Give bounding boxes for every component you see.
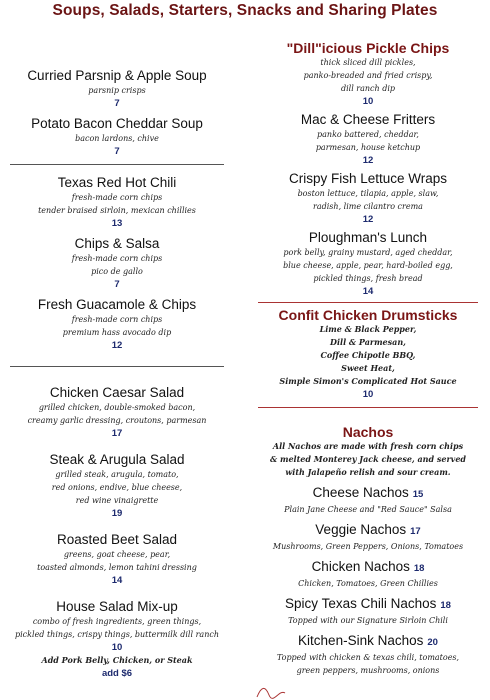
item-name: "Dill"icious Pickle Chips bbox=[286, 40, 450, 56]
item-price: 13 bbox=[111, 218, 123, 229]
item-description: Dill & Parmesan, bbox=[330, 337, 406, 347]
menu-item bbox=[252, 485, 484, 516]
left-column bbox=[4, 38, 230, 680]
section-divider bbox=[258, 407, 478, 408]
item-name: Texas Red Hot Chili bbox=[57, 175, 177, 190]
item-description: fresh-made corn chips bbox=[71, 315, 163, 324]
item-description: bacon lardons, chive bbox=[75, 134, 159, 143]
menu-item bbox=[252, 171, 484, 226]
section-heading: Nachos bbox=[342, 424, 394, 440]
item-name: Spicy Texas Chili Nachos bbox=[285, 596, 437, 611]
item-description: pico de gallo bbox=[91, 267, 143, 276]
item-price: 19 bbox=[111, 508, 123, 519]
item-name: Mac & Cheese Fritters bbox=[300, 112, 436, 127]
item-name: Cheese Nachos bbox=[312, 485, 409, 500]
item-name: Chicken Nachos bbox=[311, 559, 410, 574]
section-divider bbox=[258, 302, 478, 303]
item-name: Potato Bacon Cheddar Soup bbox=[31, 116, 203, 131]
section-intro: All Nachos are made with fresh corn chips bbox=[272, 441, 464, 451]
pen-mark bbox=[255, 683, 289, 699]
item-description: red wine vinaigrette bbox=[75, 496, 159, 505]
item-name: Kitchen-Sink Nachos bbox=[298, 633, 424, 648]
menu-item bbox=[252, 230, 484, 298]
item-price: 12 bbox=[362, 155, 374, 166]
menu-item bbox=[252, 633, 484, 677]
menu-item bbox=[4, 175, 230, 230]
item-description: pickled things, fresh bread bbox=[313, 274, 423, 283]
item-description: pickled things, crispy things, buttermilk dill ranch bbox=[15, 630, 219, 639]
item-price: 7 bbox=[114, 279, 120, 290]
item-price: 14 bbox=[362, 286, 374, 297]
item-description: toasted almonds, lemon tahini dressing bbox=[37, 563, 197, 572]
item-description: Chicken, Tomatoes, Green Chillies bbox=[298, 579, 438, 588]
item-description: boston lettuce, tilapia, apple, slaw, bbox=[297, 189, 439, 198]
right-column bbox=[252, 38, 484, 677]
item-description: Topped with chicken & texas chili, tomatoes, bbox=[276, 653, 460, 662]
item-price: 7 bbox=[114, 146, 120, 157]
menu-item bbox=[4, 532, 230, 587]
item-description: Coffee Chipotle BBQ, bbox=[320, 350, 416, 360]
menu-item bbox=[252, 559, 484, 590]
item-price: 10 bbox=[111, 642, 123, 653]
item-description: red onions, endive, blue cheese, bbox=[51, 483, 183, 492]
item-description: pork belly, grainy mustard, aged cheddar, bbox=[283, 248, 453, 257]
item-description: fresh-made corn chips bbox=[71, 193, 163, 202]
menu-item bbox=[252, 307, 484, 401]
menu-item bbox=[4, 599, 230, 680]
item-description: greens, goat cheese, pear, bbox=[63, 550, 171, 559]
item-name: Ploughman's Lunch bbox=[308, 230, 428, 245]
item-description: fresh-made corn chips bbox=[71, 254, 163, 263]
item-price: 18 bbox=[440, 600, 451, 611]
item-addon-price: add $6 bbox=[101, 668, 133, 679]
item-description: green peppers, mushrooms, onions bbox=[296, 666, 440, 675]
item-description: combo of fresh ingredients, green things, bbox=[32, 617, 202, 626]
item-name: House Salad Mix-up bbox=[56, 599, 178, 614]
menu-item bbox=[4, 116, 230, 158]
item-price: 17 bbox=[111, 428, 123, 439]
item-addon: Add Pork Belly, Chicken, or Steak bbox=[41, 655, 193, 665]
item-description: panko-breaded and fried crispy, bbox=[303, 71, 433, 80]
item-description: parsnip crisps bbox=[88, 86, 146, 95]
item-name: Confit Chicken Drumsticks bbox=[278, 307, 458, 323]
section-divider bbox=[10, 366, 224, 367]
item-price: 7 bbox=[114, 98, 120, 109]
menu-item bbox=[4, 68, 230, 110]
item-name: Roasted Beet Salad bbox=[56, 532, 178, 547]
section-intro: with Jalapeño relish and sour cream. bbox=[285, 467, 451, 477]
item-description: tender braised sirloin, mexican chillies bbox=[38, 206, 196, 215]
section-divider bbox=[10, 164, 224, 165]
item-name: Curried Parsnip & Apple Soup bbox=[27, 68, 207, 83]
menu-item bbox=[252, 40, 484, 108]
item-description: Sweet Heat, bbox=[341, 363, 395, 373]
item-price: 14 bbox=[111, 575, 123, 586]
item-description: creamy garlic dressing, croutons, parmesan bbox=[27, 416, 207, 425]
item-description: Topped with our Signature Sirloin Chili bbox=[288, 616, 448, 625]
item-description: dill ranch dip bbox=[340, 84, 396, 93]
item-name: Fresh Guacamole & Chips bbox=[37, 297, 197, 312]
item-description: thick sliced dill pickles, bbox=[320, 58, 416, 67]
item-price: 12 bbox=[362, 214, 374, 225]
item-name: Chips & Salsa bbox=[74, 236, 160, 251]
nachos-section bbox=[252, 424, 484, 479]
menu-item bbox=[4, 297, 230, 352]
item-description: Simple Simon's Complicated Hot Sauce bbox=[279, 376, 457, 386]
item-name: Steak & Arugula Salad bbox=[49, 452, 185, 467]
menu-item bbox=[4, 236, 230, 291]
menu-item bbox=[4, 385, 230, 440]
item-name: Chicken Caesar Salad bbox=[49, 385, 185, 400]
item-description: Plain Jane Cheese and "Red Sauce" Salsa bbox=[284, 505, 452, 514]
item-description: Lime & Black Pepper, bbox=[319, 324, 417, 334]
item-price: 10 bbox=[362, 389, 374, 400]
item-description: grilled chicken, double-smoked bacon, bbox=[38, 403, 196, 412]
menu-item bbox=[252, 112, 484, 167]
item-description: panko battered, cheddar, bbox=[317, 130, 419, 139]
item-description: parmesan, house ketchup bbox=[315, 143, 421, 152]
item-price: 17 bbox=[410, 526, 421, 537]
item-name: Veggie Nachos bbox=[315, 522, 407, 537]
item-description: premium hass avocado dip bbox=[62, 328, 172, 337]
item-description: radish, lime cilantro crema bbox=[313, 202, 423, 211]
item-description: blue cheese, apple, pear, hard-boiled egg, bbox=[283, 261, 453, 270]
menu-item bbox=[4, 452, 230, 520]
menu-item bbox=[252, 596, 484, 627]
page-title: Soups, Salads, Starters, Snacks and Sharing Plates bbox=[52, 2, 438, 19]
menu-item bbox=[252, 522, 484, 553]
section-intro: & melted Monterey Jack cheese, and served bbox=[269, 454, 466, 464]
item-price: 10 bbox=[362, 96, 374, 107]
item-description: grilled steak, arugula, tomato, bbox=[55, 470, 179, 479]
item-description: Mushrooms, Green Peppers, Onions, Tomatoes bbox=[272, 542, 464, 551]
item-name: Crispy Fish Lettuce Wraps bbox=[288, 171, 448, 186]
item-price: 20 bbox=[427, 637, 438, 648]
item-price: 18 bbox=[413, 563, 425, 574]
item-price: 15 bbox=[412, 489, 424, 500]
item-price: 12 bbox=[111, 340, 123, 351]
